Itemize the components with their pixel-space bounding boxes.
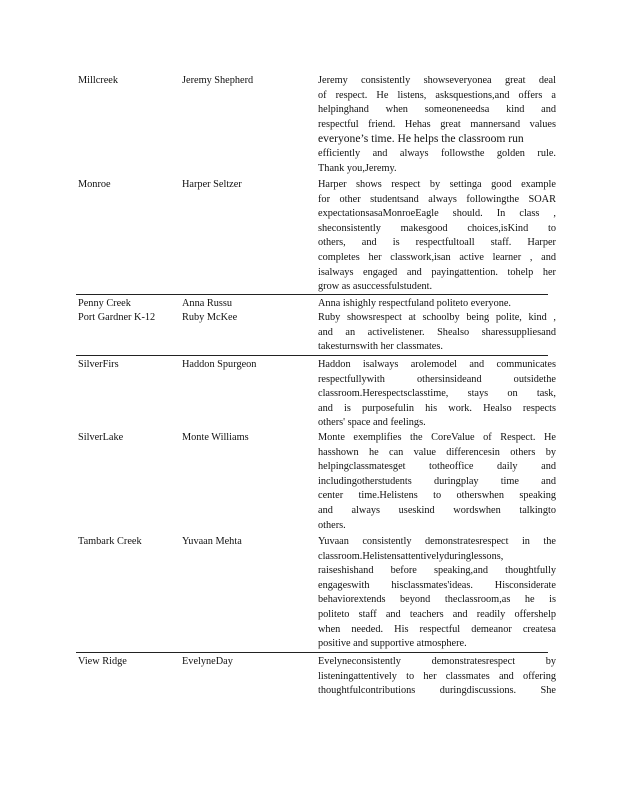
description-line: center time.Helistens to otherswhen speaking <box>318 490 556 502</box>
description-line: expectationsasaMonroeEagle should. In class , <box>318 208 556 220</box>
student-name: Monte Williams <box>182 432 249 443</box>
school-name: SilverFirs <box>78 359 119 370</box>
description-line: respectfullywith othersinsideand outsidethe <box>318 373 556 385</box>
description-line: includingotherstudents duringplay time and <box>318 475 556 487</box>
description-line: completes her classwork,isan active learner , and <box>318 251 556 263</box>
school-name: Tambark Creek <box>78 536 142 547</box>
student-name: Yuvaan Mehta <box>182 536 242 547</box>
school-name: SilverLake <box>78 432 124 443</box>
student-name: Anna Russu <box>182 298 233 309</box>
description-line: isalways engaged and payingattention. tohelp her <box>318 266 556 278</box>
description-line: others, and is respectfultoall staff. Harper <box>318 237 556 249</box>
description-line: raiseshishand before speaking,and thoughtfully <box>318 565 556 577</box>
description-line: classroom.Helistensattentivelyduringlessons, <box>318 550 504 562</box>
description-line: grow as asuccessfulstudent. <box>318 281 433 293</box>
student-name: Haddon Spurgeon <box>182 359 257 370</box>
description <box>318 431 556 533</box>
description-line: takesturnswith her classmates. <box>318 341 443 353</box>
description-line: respectful friend. Hehas great mannersand values <box>318 118 556 130</box>
description-line: behaviorextends beyond theclassroom,as he is <box>318 594 556 606</box>
description-line: Monte exemplifies the CoreValue of Respect. He <box>318 432 556 443</box>
description-line: Haddon isalways arolemodel and communicates <box>318 359 556 370</box>
table-row <box>76 294 548 309</box>
description-line: for other studentsand always followingthe SOAR <box>318 193 556 205</box>
description-line: and an activelistener. Shealso sharessuppliesand <box>318 326 556 338</box>
description-line: sheconsistently makesgood choices,isKind to <box>318 222 556 234</box>
description <box>318 358 556 431</box>
school-name: Penny Creek <box>78 298 131 309</box>
school-name: View Ridge <box>78 656 127 667</box>
school-name: Port Gardner K-12 <box>78 312 156 323</box>
description-line: others. <box>318 519 346 531</box>
description-line: everyone’s time. He helps the classroom run <box>318 132 524 146</box>
description-line: others' space and feelings. <box>318 417 426 429</box>
description-line: politeto staff and teachers and readily offershelp <box>318 608 556 620</box>
description-line: efficiently and always followsthe golden rule. <box>318 147 556 159</box>
description <box>318 655 556 699</box>
description-line: and always useskind wordswhen talkingto <box>318 504 556 516</box>
school-name: Millcreek <box>78 75 119 86</box>
table-row <box>76 652 556 697</box>
description-line: hasshown he can value differencesin others by <box>318 446 556 458</box>
description <box>318 74 556 176</box>
description <box>318 178 556 295</box>
student-name: EvelyneDay <box>182 656 233 667</box>
student-name: Ruby McKee <box>182 312 238 323</box>
description-line: engageswith hisclassmates'ideas. Hisconsiderate <box>318 579 556 591</box>
description-line: thoughtfulcontributions duringdiscussions. She <box>318 685 556 697</box>
student-name: Jeremy Shepherd <box>182 75 254 86</box>
description <box>318 311 556 355</box>
description-line: and is purposefulin his work. Healso respects <box>318 402 556 414</box>
description-line: Evelyneconsistently demonstratesrespect by <box>318 656 556 667</box>
description <box>318 297 556 312</box>
description-line: helpinghand when someoneneedsa kind and <box>318 104 556 116</box>
description-line: listeningattentively to her classmates and offering <box>318 670 556 682</box>
student-name: Harper Seltzer <box>182 179 242 190</box>
description-line: when needed. His respectful demeanor createsa <box>318 623 556 635</box>
description <box>318 535 556 652</box>
description-line: Yuvaan consistently demonstratesrespect in the <box>318 536 556 547</box>
description-line: classroom.Herespectsclasstime, stays on task, <box>318 388 556 400</box>
description-line: helpingclassmatesget totheoffice daily and <box>318 461 556 473</box>
description-line: Thank you,Jeremy. <box>318 162 397 174</box>
description-line: Jeremy consistently showseveryonea great deal <box>318 75 556 86</box>
description-line: Ruby showsrespect at schoolby being polite, kind , <box>318 312 556 323</box>
description-line: Harper shows respect by settinga good example <box>318 179 556 190</box>
table-row <box>76 355 556 429</box>
description-line: positive and supportive atmosphere. <box>318 638 467 650</box>
description-line: of respect. He listens, asksquestions,and offers a <box>318 89 556 101</box>
school-name: Monroe <box>78 179 111 190</box>
description-line: Anna ishighly respectfuland politeto everyone. <box>318 298 512 309</box>
